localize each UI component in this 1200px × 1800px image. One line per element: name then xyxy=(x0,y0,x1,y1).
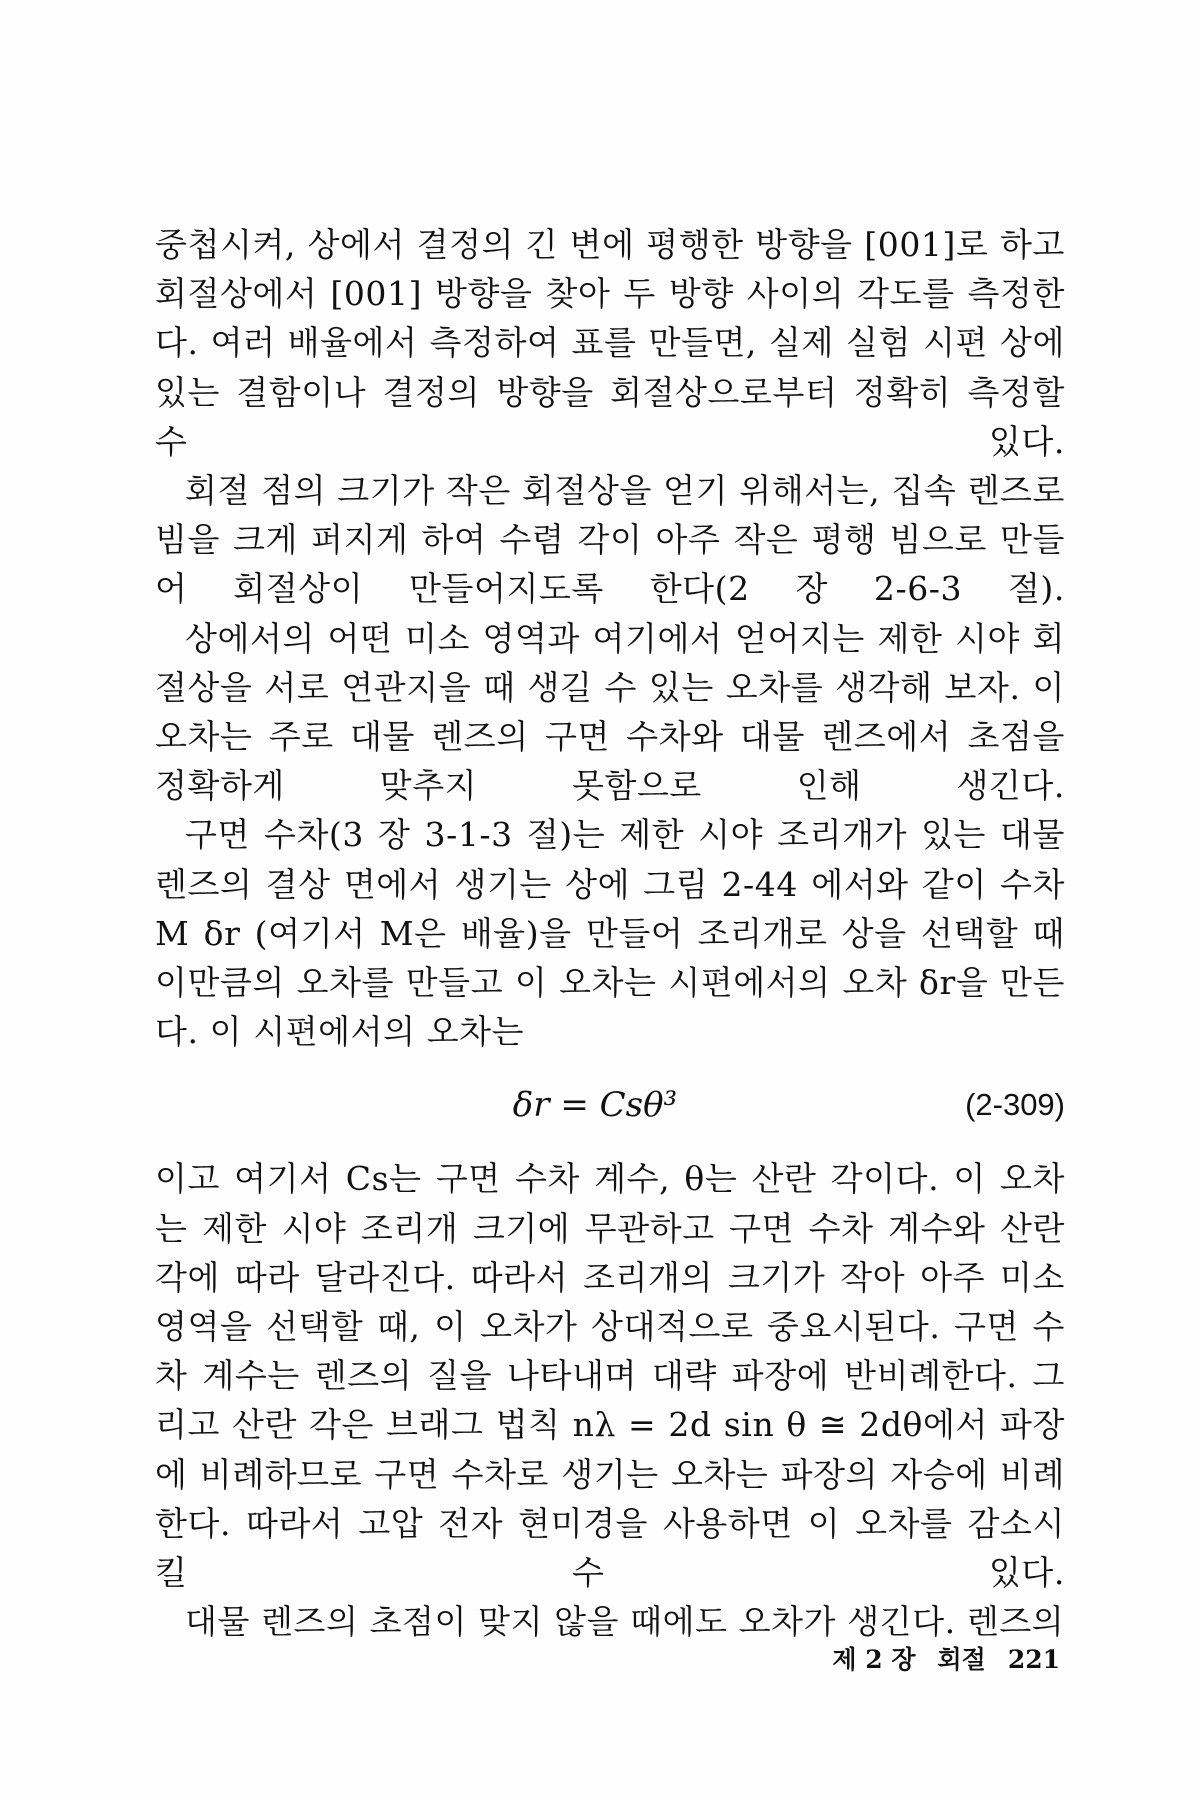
footer-section: 회절 xyxy=(937,1645,986,1674)
equation-row xyxy=(155,1056,1065,1154)
equation-2-309: δr = Csθ³ xyxy=(512,1085,678,1126)
footer-chapter: 제 2 장 xyxy=(832,1645,916,1674)
paragraph-3: 상에서의 어떤 미소 영역과 여기에서 얻어지는 제한 시야 회절상을 서로 연관지을 때 생길 수 있는 오차를 생각해 보자. 이 오차는 주로 대물 렌즈의 구면 수차와 대물 렌즈에서 초점을 정확하게 맞추지 못함으로 인해 생긴다. xyxy=(155,618,1065,806)
page-number: 221 xyxy=(1007,1645,1060,1674)
page-footer xyxy=(832,1640,1060,1676)
equation-number: (2-309) xyxy=(965,1087,1065,1123)
paragraph-1: 중첩시켜, 상에서 결정의 긴 변에 평행한 방향을 [001]로 하고 회절상에서 [001] 방향을 찾아 두 방향 사이의 각도를 측정한다. 여러 배율에서 측정하여 표를 만들면, 실제 실험 시편 상에 있는 결함이나 결정의 방향을 회절상으로부터 정확히 측정할 수 있다. xyxy=(155,225,1065,461)
paragraph-5: 이고 여기서 Cs는 구면 수차 계수, θ는 산란 각이다. 이 오차는 제한 시야 조리개 크기에 무관하고 구면 수차 계수와 산란 각에 따라 달라진다. 따라서 조리개의 크기가 작아 아주 미소 영역을 선택할 때, 이 오차가 상대적으로 중요시된다. 구면 수차 계수는 렌즈의 질을 나타내며 대략 파장에 반비례한다. 그리고 산란 각은 브래그 법칙 nλ = 2d sin θ ≅ 2dθ에서 파장에 비례하므로 구면 수차로 생기는 오차는 파장의 자승에 비례한다. 따라서 고압 전자 현미경을 사용하면 이 오차를 감소시킬 수 있다. xyxy=(155,1159,1065,1593)
paragraph-6: 대물 렌즈의 초점이 맞지 않을 때에도 오차가 생긴다. 렌즈의 xyxy=(185,1602,1065,1642)
paragraph-2: 회절 점의 크기가 작은 회절상을 얻기 위해서는, 집속 렌즈로 빔을 크게 퍼지게 하여 수렴 각이 아주 작은 평행 빔으로 만들어 회절상이 만들어지도록 한다(2 장 2-6-3 절). xyxy=(155,471,1065,609)
body-text xyxy=(155,220,1065,1646)
paragraph-4: 구면 수차(3 장 3-1-3 절)는 제한 시야 조리개가 있는 대물 렌즈의 결상 면에서 생기는 상에 그림 2-44 에서와 같이 수차 M δr (여기서 M은 배율)을 만들어 조리개로 상을 선택할 때 이만큼의 오차를 만들고 이 오차는 시편에서의 오차 δr을 만든다. 이 시편에서의 오차는 xyxy=(155,815,1065,1052)
